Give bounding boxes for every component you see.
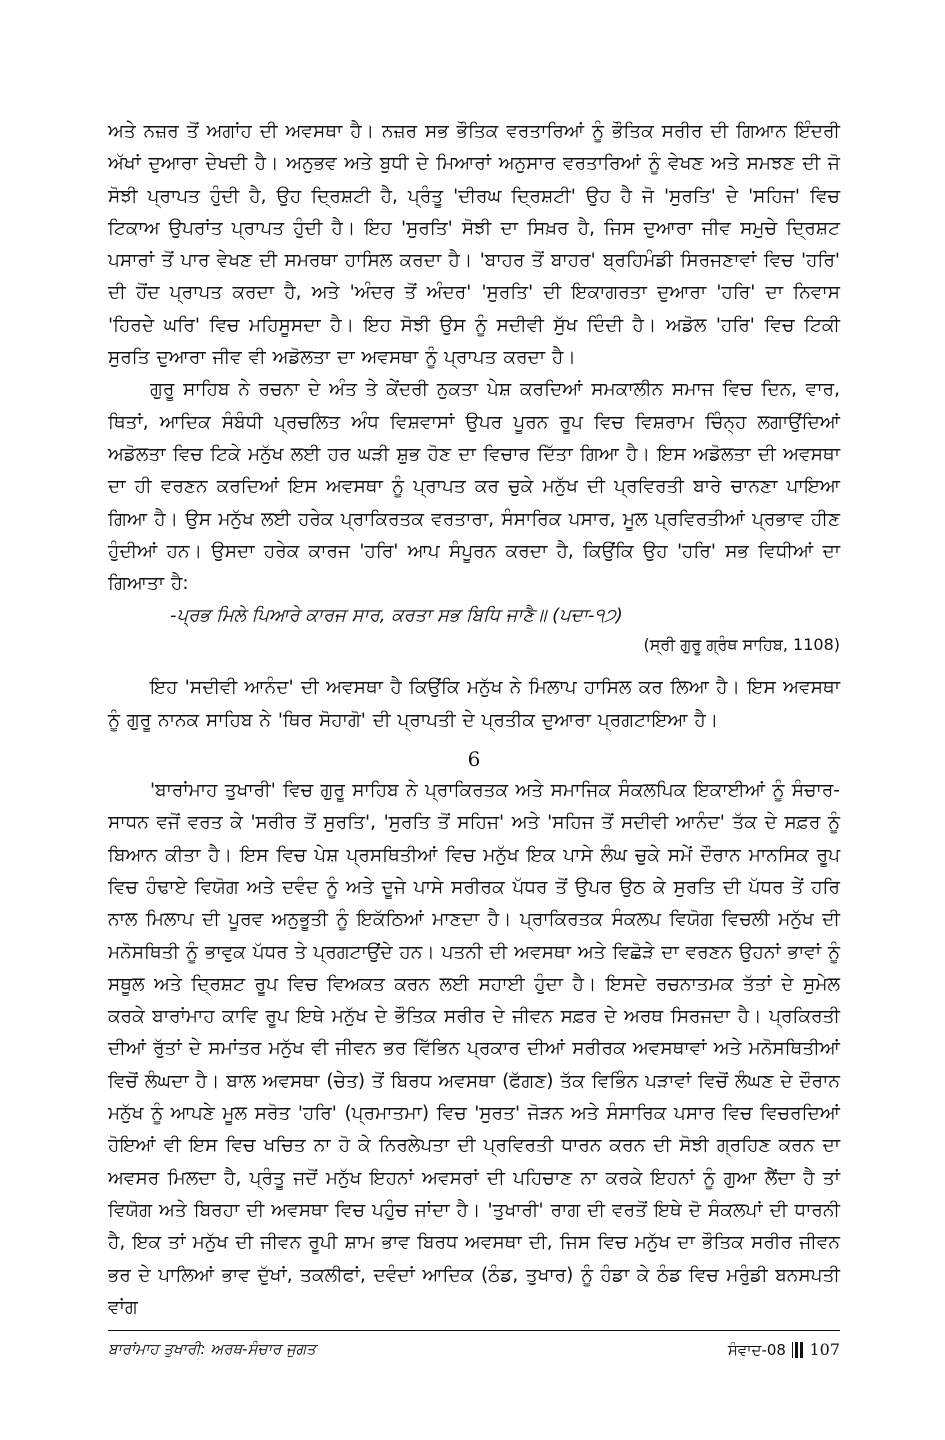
- page-number: 107: [809, 1340, 840, 1359]
- footer-divider: [108, 1330, 840, 1331]
- paragraph-1: ਅਤੇ ਨਜ਼ਰ ਤੋਂ ਅਗਾਂਹ ਦੀ ਅਵਸਥਾ ਹੈ। ਨਜ਼ਰ ਸਭ ਭੌਤਿਕ ਵਰਤਾਰਿਆਂ ਨੂੰ ਭੌਤਿਕ ਸਰੀਰ ਦੀ ਗਿਆਨ ਇੰਦਰੀ ਅੱਖਾਂ ਦੁਆਰਾ ਦੇਖਦੀ ਹੈ। ਅਨੁਭਵ ਅਤੇ ਬੁਧੀ ਦੇ ਮਿਆਰਾਂ ਅਨੁਸਾਰ ਵਰਤਾਰਿਆਂ ਨੂੰ ਵੇਖਣ ਅਤੇ ਸਮਝਣ ਦੀ ਜੋ ਸੋਝੀ ਪ੍ਰਾਪਤ ਹੁੰਦੀ ਹੈ, ਉਹ ਦ੍ਰਿਸ਼ਟੀ ਹੈ, ਪ੍ਰੰਤੂ 'ਦੀਰਘ ਦ੍ਰਿਸ਼ਟੀ' ਉਹ ਹੈ ਜੋ 'ਸੁਰਤਿ' ਦੇ 'ਸਹਿਜ' ਵਿਚ ਟਿਕਾਅ ਉਪਰਾਂਤ ਪ੍ਰਾਪਤ ਹੁੰਦੀ ਹੈ। ਇਹ 'ਸੁਰਤਿ' ਸੋਝੀ ਦਾ ਸਿਖ਼ਰ ਹੈ, ਜਿਸ ਦੁਆਰਾ ਜੀਵ ਸਮੁਚੇ ਦ੍ਰਿਸ਼ਟ ਪਸਾਰਾਂ ਤੋਂ ਪਾਰ ਵੇਖਣ ਦੀ ਸਮਰਥਾ ਹਾਸਿਲ ਕਰਦਾ ਹੈ। 'ਬਾਹਰ ਤੋਂ ਬਾਹਰ' ਬ੍ਰਹਿਮੰਡੀ ਸਿਰਜਣਾਵਾਂ ਵਿਚ 'ਹਰਿ' ਦੀ ਹੋਂਦ ਪ੍ਰਾਪਤ ਕਰਦਾ ਹੈ, ਅਤੇ 'ਅੰਦਰ ਤੋਂ ਅੰਦਰ' 'ਸੁਰਤਿ' ਦੀ ਇਕਾਗਰਤਾ ਦੁਆਰਾ 'ਹਰਿ' ਦਾ ਨਿਵਾਸ 'ਹਿਰਦੇ ਘਰਿ' ਵਿਚ ਮਹਿਸੂਸਦਾ ਹੈ। ਇਹ ਸੋਝੀ ਉਸ ਨੂੰ ਸਦੀਵੀ ਸੁੱਖ ਦਿੰਦੀ ਹੈ। ਅਡੋਲ 'ਹਰਿ' ਵਿਚ ਟਿਕੀ ਸੁਰਤਿ ਦੁਆਰਾ ਜੀਵ ਵੀ ਅਡੋਲਤਾ ਦਾ ਅਵਸਥਾ ਨੂੰ ਪ੍ਰਾਪਤ ਕਰਦਾ ਹੈ।: [108, 121, 840, 369]
- bars-icon: [792, 1342, 804, 1358]
- page-footer: [108, 1330, 840, 1370]
- scripture-citation: (ਸ੍ਰੀ ਗੁਰੂ ਗ੍ਰੰਥ ਸਾਹਿਬ, 1108): [643, 635, 840, 655]
- paragraph-4: 'ਬਾਰਾਂਮਾਹ ਤੁਖਾਰੀ' ਵਿਚ ਗੁਰੂ ਸਾਹਿਬ ਨੇ ਪ੍ਰਾਕਿਰਤਕ ਅਤੇ ਸਮਾਜਿਕ ਸੰਕਲਪਿਕ ਇਕਾਈਆਂ ਨੂੰ ਸੰਚਾਰ-ਸਾਧਨ ਵਜੋਂ ਵਰਤ ਕੇ 'ਸਰੀਰ ਤੋਂ ਸੁਰਤਿ', 'ਸੁਰਤਿ ਤੋਂ ਸਹਿਜ' ਅਤੇ 'ਸਹਿਜ ਤੋਂ ਸਦੀਵੀ ਆਨੰਦ' ਤੱਕ ਦੇ ਸਫ਼ਰ ਨੂੰ ਬਿਆਨ ਕੀਤਾ ਹੈ। ਇਸ ਵਿਚ ਪੇਸ਼ ਪ੍ਰਸਥਿਤੀਆਂ ਵਿਚ ਮਨੁੱਖ ਇਕ ਪਾਸੇ ਲੰਘ ਚੁਕੇ ਸਮੇਂ ਦੌਰਾਨ ਮਾਨਸਿਕ ਰੂਪ ਵਿਚ ਹੰਢਾਏ ਵਿਯੋਗ ਅਤੇ ਦਵੰਦ ਨੂੰ ਅਤੇ ਦੂਜੇ ਪਾਸੇ ਸਰੀਰਕ ਪੱਧਰ ਤੋਂ ਉਪਰ ਉਠ ਕੇ ਸੁਰਤਿ ਦੀ ਪੱਧਰ ਤੇਂ ਹਰਿ ਨਾਲ ਮਿਲਾਪ ਦੀ ਪੂਰਵ ਅਨੁਭੂਤੀ ਨੂੰ ਇਕੱਠਿਆਂ ਮਾਣਦਾ ਹੈ। ਪ੍ਰਾਕਿਰਤਕ ਸੰਕਲਪ ਵਿਯੋਗ ਵਿਚਲੀ ਮਨੁੱਖ ਦੀ ਮਨੋਸਥਿਤੀ ਨੂੰ ਭਾਵੁਕ ਪੱਧਰ ਤੇ ਪ੍ਰਗਟਾਉਂਦੇ ਹਨ। ਪਤਨੀ ਦੀ ਅਵਸਥਾ ਅਤੇ ਵਿਛੋੜੇ ਦਾ ਵਰਣਨ ਉਹਨਾਂ ਭਾਵਾਂ ਨੂੰ ਸਥੂਲ ਅਤੇ ਦ੍ਰਿਸ਼ਟ ਰੂਪ ਵਿਚ ਵਿਅਕਤ ਕਰਨ ਲਈ ਸਹਾਈ ਹੁੰਦਾ ਹੈ। ਇਸਦੇ ਰਚਨਾਤਮਕ ਤੱਤਾਂ ਦੇ ਸੁਮੇਲ ਕਰਕੇ ਬਾਰਾਂਮਾਹ ਕਾਵਿ ਰੂਪ ਇਥੇ ਮਨੁੱਖ ਦੇ ਭੌਤਿਕ ਸਰੀਰ ਦੇ ਜੀਵਨ ਸਫ਼ਰ ਦੇ ਅਰਥ ਸਿਰਜਦਾ ਹੈ। ਪ੍ਰਕਿਰਤੀ ਦੀਆਂ ਰੁੱਤਾਂ ਦੇ ਸਮਾਂਤਰ ਮਨੁੱਖ ਵੀ ਜੀਵਨ ਭਰ ਵਿੱਭਿਨ ਪ੍ਰਕਾਰ ਦੀਆਂ ਸਰੀਰਕ ਅਵਸਥਾਵਾਂ ਅਤੇ ਮਨੋਸਥਿਤੀਆਂ ਵਿਚੋਂ ਲੰਘਦਾ ਹੈ। ਬਾਲ ਅਵਸਥਾ (ਚੇਤ) ਤੋਂ ਬਿਰਧ ਅਵਸਥਾ (ਫੱਗਣ) ਤੱਕ ਵਿਭਿੰਨ ਪੜਾਵਾਂ ਵਿਚੋਂ ਲੰਘਣ ਦੇ ਦੌਰਾਨ ਮਨੁੱਖ ਨੂੰ ਆਪਣੇ ਮੂਲ ਸਰੋਤ 'ਹਰਿ' (ਪ੍ਰਮਾਤਮਾ) ਵਿਚ 'ਸੁਰਤ' ਜੋੜਨ ਅਤੇ ਸੰਸਾਰਿਕ ਪਸਾਰ ਵਿਚ ਵਿਚਰਦਿਆਂ ਹੋਇਆਂ ਵੀ ਇਸ ਵਿਚ ਖਚਿਤ ਨਾ ਹੋ ਕੇ ਨਿਰਲੇਪਤਾ ਦੀ ਪ੍ਰਵਿਰਤੀ ਧਾਰਨ ਕਰਨ ਦੀ ਸੋਝੀ ਗ੍ਰਹਿਣ ਕਰਨ ਦਾ ਅਵਸਰ ਮਿਲਦਾ ਹੈ, ਪ੍ਰੰਤੂ ਜਦੋਂ ਮਨੁੱਖ ਇਹਨਾਂ ਅਵਸਰਾਂ ਦੀ ਪਹਿਚਾਣ ਨਾ ਕਰਕੇ ਇਹਨਾਂ ਨੂੰ ਗੁਆ ਲੈਂਦਾ ਹੈ ਤਾਂ ਵਿਯੋਗ ਅਤੇ ਬਿਰਹਾ ਦੀ ਅਵਸਥਾ ਵਿਚ ਪਹੁੰਚ ਜਾਂਦਾ ਹੈ। 'ਤੁਖਾਰੀ' ਰਾਗ ਦੀ ਵਰਤੋਂ ਇਥੇ ਦੋ ਸੰਕਲਪਾਂ ਦੀ ਧਾਰਨੀ ਹੈ, ਇਕ ਤਾਂ ਮਨੁੱਖ ਦੀ ਜੀਵਨ ਰੂਪੀ ਸ਼ਾਮ ਭਾਵ ਬਿਰਧ ਅਵਸਥਾ ਦੀ, ਜਿਸ ਵਿਚ ਮਨੁੱਖ ਦਾ ਭੌਤਿਕ ਸਰੀਰ ਜੀਵਨ ਭਰ ਦੇ ਪਾਲਿਆਂ ਭਾਵ ਦੁੱਖਾਂ, ਤਕਲੀਫਾਂ, ਦਵੰਦਾਂ ਆਦਿਕ (ਠੰਡ, ਤੁਖਾਰ) ਨੂੰ ਹੰਡਾ ਕੇ ਠੰਡ ਵਿਚ ਮਰੁੰਡੀ ਬਨਸਪਤੀ ਵਾਂਗ: [108, 780, 840, 1318]
- section-number: 6: [467, 747, 481, 772]
- paragraph-2: ਗੁਰੂ ਸਾਹਿਬ ਨੇ ਰਚਨਾ ਦੇ ਅੰਤ ਤੇ ਕੇਂਦਰੀ ਨੁਕਤਾ ਪੇਸ਼ ਕਰਦਿਆਂ ਸਮਕਾਲੀਨ ਸਮਾਜ ਵਿਚ ਦਿਨ, ਵਾਰ, ਥਿਤਾਂ, ਆਦਿਕ ਸੰਬੰਧੀ ਪ੍ਰਚਲਿਤ ਅੰਧ ਵਿਸ਼ਵਾਸਾਂ ਉਪਰ ਪੂਰਨ ਰੂਪ ਵਿਚ ਵਿਸ਼ਰਾਮ ਚਿੰਨ੍ਹ ਲਗਾਉਂਦਿਆਂ ਅਡੋਲਤਾ ਵਿਚ ਟਿਕੇ ਮਨੁੱਖ ਲਈ ਹਰ ਘੜੀ ਸ਼ੁਭ ਹੋਣ ਦਾ ਵਿਚਾਰ ਦਿੱਤਾ ਗਿਆ ਹੈ। ਇਸ ਅਡੋਲਤਾ ਦੀ ਅਵਸਥਾ ਦਾ ਹੀ ਵਰਣਨ ਕਰਦਿਆਂ ਇਸ ਅਵਸਥਾ ਨੂੰ ਪ੍ਰਾਪਤ ਕਰ ਚੁਕੇ ਮਨੁੱਖ ਦੀ ਪ੍ਰਵਿਰਤੀ ਬਾਰੇ ਚਾਨਣਾ ਪਾਇਆ ਗਿਆ ਹੈ। ਉਸ ਮਨੁੱਖ ਲਈ ਹਰੇਕ ਪ੍ਰਾਕਿਰਤਕ ਵਰਤਾਰਾ, ਸੰਸਾਰਿਕ ਪਸਾਰ, ਮੂਲ ਪ੍ਰਵਿਰਤੀਆਂ ਪ੍ਰਭਾਵ ਹੀਣ ਹੁੰਦੀਆਂ ਹਨ। ਉਸਦਾ ਹਰੇਕ ਕਾਰਜ 'ਹਰਿ' ਆਪ ਸੰਪੂਰਨ ਕਰਦਾ ਹੈ, ਕਿਉਂਕਿ ਉਹ 'ਹਰਿ' ਸਭ ਵਿਧੀਆਂ ਦਾ ਗਿਆਤਾ ਹੈ:: [108, 379, 840, 595]
- paragraph-3: ਇਹ 'ਸਦੀਵੀ ਆਨੰਦ' ਦੀ ਅਵਸਥਾ ਹੈ ਕਿਉਂਕਿ ਮਨੁੱਖ ਨੇ ਮਿਲਾਪ ਹਾਸਿਲ ਕਰ ਲਿਆ ਹੈ। ਇਸ ਅਵਸਥਾ ਨੂੰ ਗੁਰੂ ਨਾਨਕ ਸਾਹਿਬ ਨੇ 'ਥਿਰ ਸੋਹਾਗੋ' ਦੀ ਪ੍ਰਾਪਤੀ ਦੇ ਪ੍ਰਤੀਕ ਦੁਆਰਾ ਪ੍ਰਗਟਾਇਆ ਹੈ।: [108, 677, 840, 731]
- issue-label: ਸੰਵਾਦ-08: [727, 1340, 786, 1359]
- scripture-quote: -ਪ੍ਰਭ ਮਿਲੇ ਪਿਆਰੇ ਕਾਰਜ ਸਾਰ, ਕਰਤਾ ਸਭ ਬਿਧਿ ਜਾਣੈ॥ (ਪਦਾ-੧੭): [170, 605, 623, 627]
- page-body: [108, 116, 840, 1324]
- footer-right-group: [728, 1340, 840, 1359]
- running-title: ਬਾਰਾਂਮਾਹ ਤੁਖਾਰੀ: ਅਰਥ-ਸੰਚਾਰ ਜੁਗਤ: [108, 1340, 316, 1358]
